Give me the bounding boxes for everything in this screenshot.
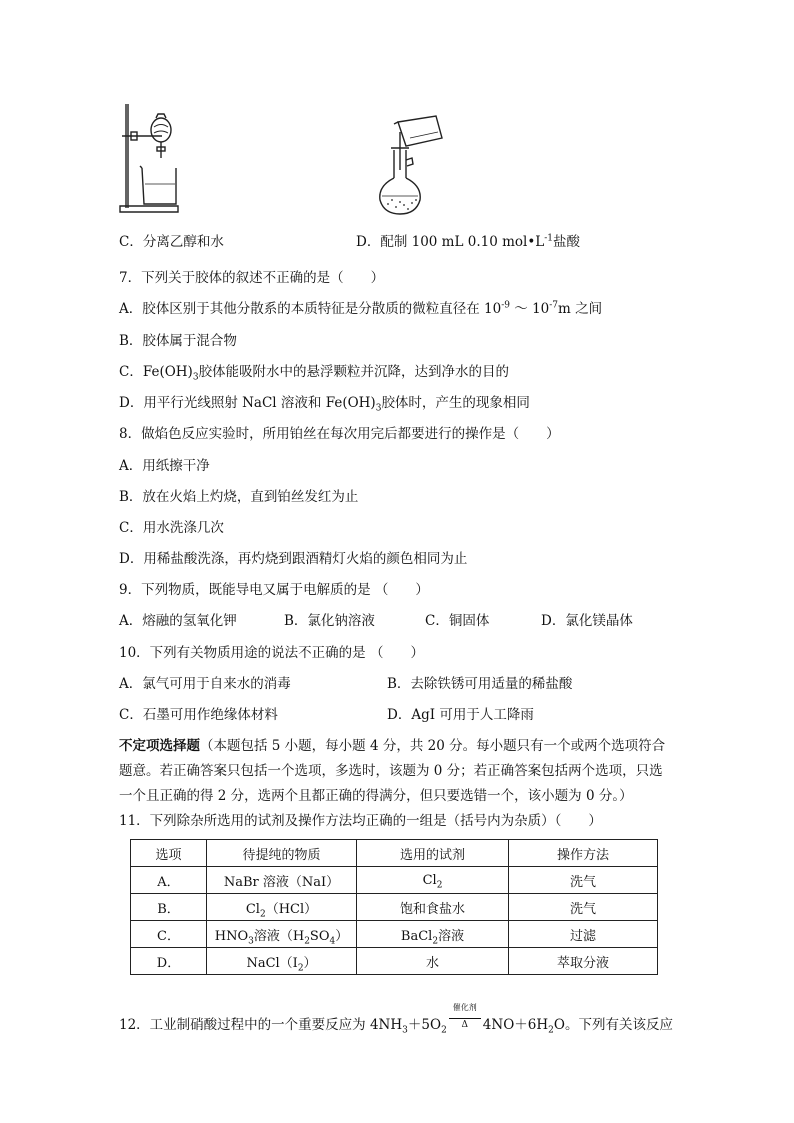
question-11-table (130, 839, 658, 975)
question-9-stem: 9．下列物质，既能导电又属于电解质的是 （ ） (119, 582, 429, 598)
table-header-cell: 选项 (131, 840, 207, 867)
question-9-option-c: C．铜固体 (425, 613, 490, 629)
question-8-option-c: C．用水洗涤几次 (119, 520, 224, 536)
volumetric-flask-apparatus-figure (376, 114, 448, 218)
question-8-option-b: B．放在火焰上灼烧，直到铂丝发红为止 (119, 489, 359, 505)
section-title: 不定项选择题 (119, 738, 200, 754)
question-7-stem: 7．下列关于胶体的叙述不正确的是（ ） (119, 270, 385, 286)
table-cell-method: 萃取分液 (509, 948, 658, 975)
question-10-option-c: C．石墨可用作绝缘体材料 (119, 707, 278, 723)
table-cell-option: D． (131, 948, 207, 975)
question-9-option-b: B．氯化钠溶液 (284, 613, 375, 629)
section-instructions-line-3: 一个且正确的得 2 分，选两个且都正确的得满分，但只要选错一个，该小题为 0 分。） (119, 788, 633, 804)
question-12-stem: 12．工业制硝酸过程中的一个重要反应为 $4NH_3+5O_2$ 催化剂 Δ $4NO+6H_2O$。下列有关该反应 (119, 1003, 673, 1036)
table-cell-method: 洗气 (509, 894, 658, 921)
table-row (131, 921, 658, 948)
reaction-condition-arrow: 催化剂 Δ (447, 1016, 483, 1034)
question-10-option-d: D．AgI 可用于人工降雨 (387, 707, 534, 723)
question-11-stem: 11．下列除杂所选用的试剂及操作方法均正确的一组是（括号内为杂质）（ ） (119, 813, 602, 829)
table-cell-option: C． (131, 921, 207, 948)
table-cell-option: A． (131, 867, 207, 894)
table-cell-substance: $NaCl(I_2)$ (207, 948, 357, 975)
table-cell-reagent: 饱和食盐水 (357, 894, 509, 921)
question-10-option-a: A．氯气可用于自来水的消毒 (119, 676, 291, 692)
question-8-option-d: D．用稀盐酸洗涤，再灼烧到跟酒精灯火焰的颜色相同为止 (119, 551, 468, 567)
table-cell-option: B． (131, 894, 207, 921)
table-cell-substance: $HNO_3$溶液$(H_2SO_4)$ (207, 921, 357, 948)
table-row (131, 867, 658, 894)
question-9-option-d: D．氯化镁晶体 (541, 613, 633, 629)
section-instructions-line-2: 题意。若正确答案只包括一个选项，多选时，该题为 0 分；若正确答案包括两个选项，只选 (119, 763, 663, 779)
option-d-figure-label: D．配制 100 mL 0.10 $mol•L^{-1}$盐酸 (356, 233, 581, 250)
table-cell-method: 过滤 (509, 921, 658, 948)
question-8-stem: 8．做焰色反应实验时，所用铂丝在每次用完后都要进行的操作是（ ） (119, 426, 560, 442)
table-cell-reagent: BaCl$_2$溶液 (357, 921, 509, 948)
table-cell-reagent: 水 (357, 948, 509, 975)
table-header-cell: 待提纯的物质 (207, 840, 357, 867)
question-9-option-a: A．熔融的氢氧化钾 (119, 613, 237, 629)
section-instructions-line-1: 不定项选择题（本题包括 5 小题，每小题 4 分，共 20 分。每小题只有一个或两个选项符合 (119, 738, 666, 754)
question-7-option-a: A．胶体区别于其他分散系的本质特征是分散质的微粒直径在 $10^{-9}$ ～ $10^{-7}m$ 之间 (119, 300, 603, 317)
table-cell-substance: NaBr 溶液（NaI） (207, 867, 357, 894)
table-cell-method: 洗气 (509, 867, 658, 894)
separatory-funnel-apparatus-figure (118, 100, 182, 214)
question-7-option-d: D．用平行光线照射 NaCl 溶液和 $Fe(OH)_3$胶体时，产生的现象相同 (119, 395, 530, 414)
question-7-option-b: B．胶体属于混合物 (119, 333, 237, 349)
question-8-option-a: A．用纸擦干净 (119, 458, 210, 474)
question-7-option-c: C．$Fe(OH)_3$胶体能吸附水中的悬浮颗粒并沉降，达到净水的目的 (119, 364, 510, 383)
table-cell-substance: $Cl_2(HCl)$ (207, 894, 357, 921)
table-row (131, 894, 658, 921)
question-10-option-b: B．去除铁锈可用适量的稀盐酸 (387, 676, 573, 692)
table-row (131, 948, 658, 975)
table-header-cell: 选用的试剂 (357, 840, 509, 867)
question-10-stem: 10．下列有关物质用途的说法不正确的是 （ ） (119, 645, 424, 661)
option-c-figure-label: C．分离乙醇和水 (119, 234, 224, 250)
table-cell-reagent: $Cl_2$ (357, 867, 509, 894)
table-header-row (131, 840, 658, 867)
table-header-cell: 操作方法 (509, 840, 658, 867)
